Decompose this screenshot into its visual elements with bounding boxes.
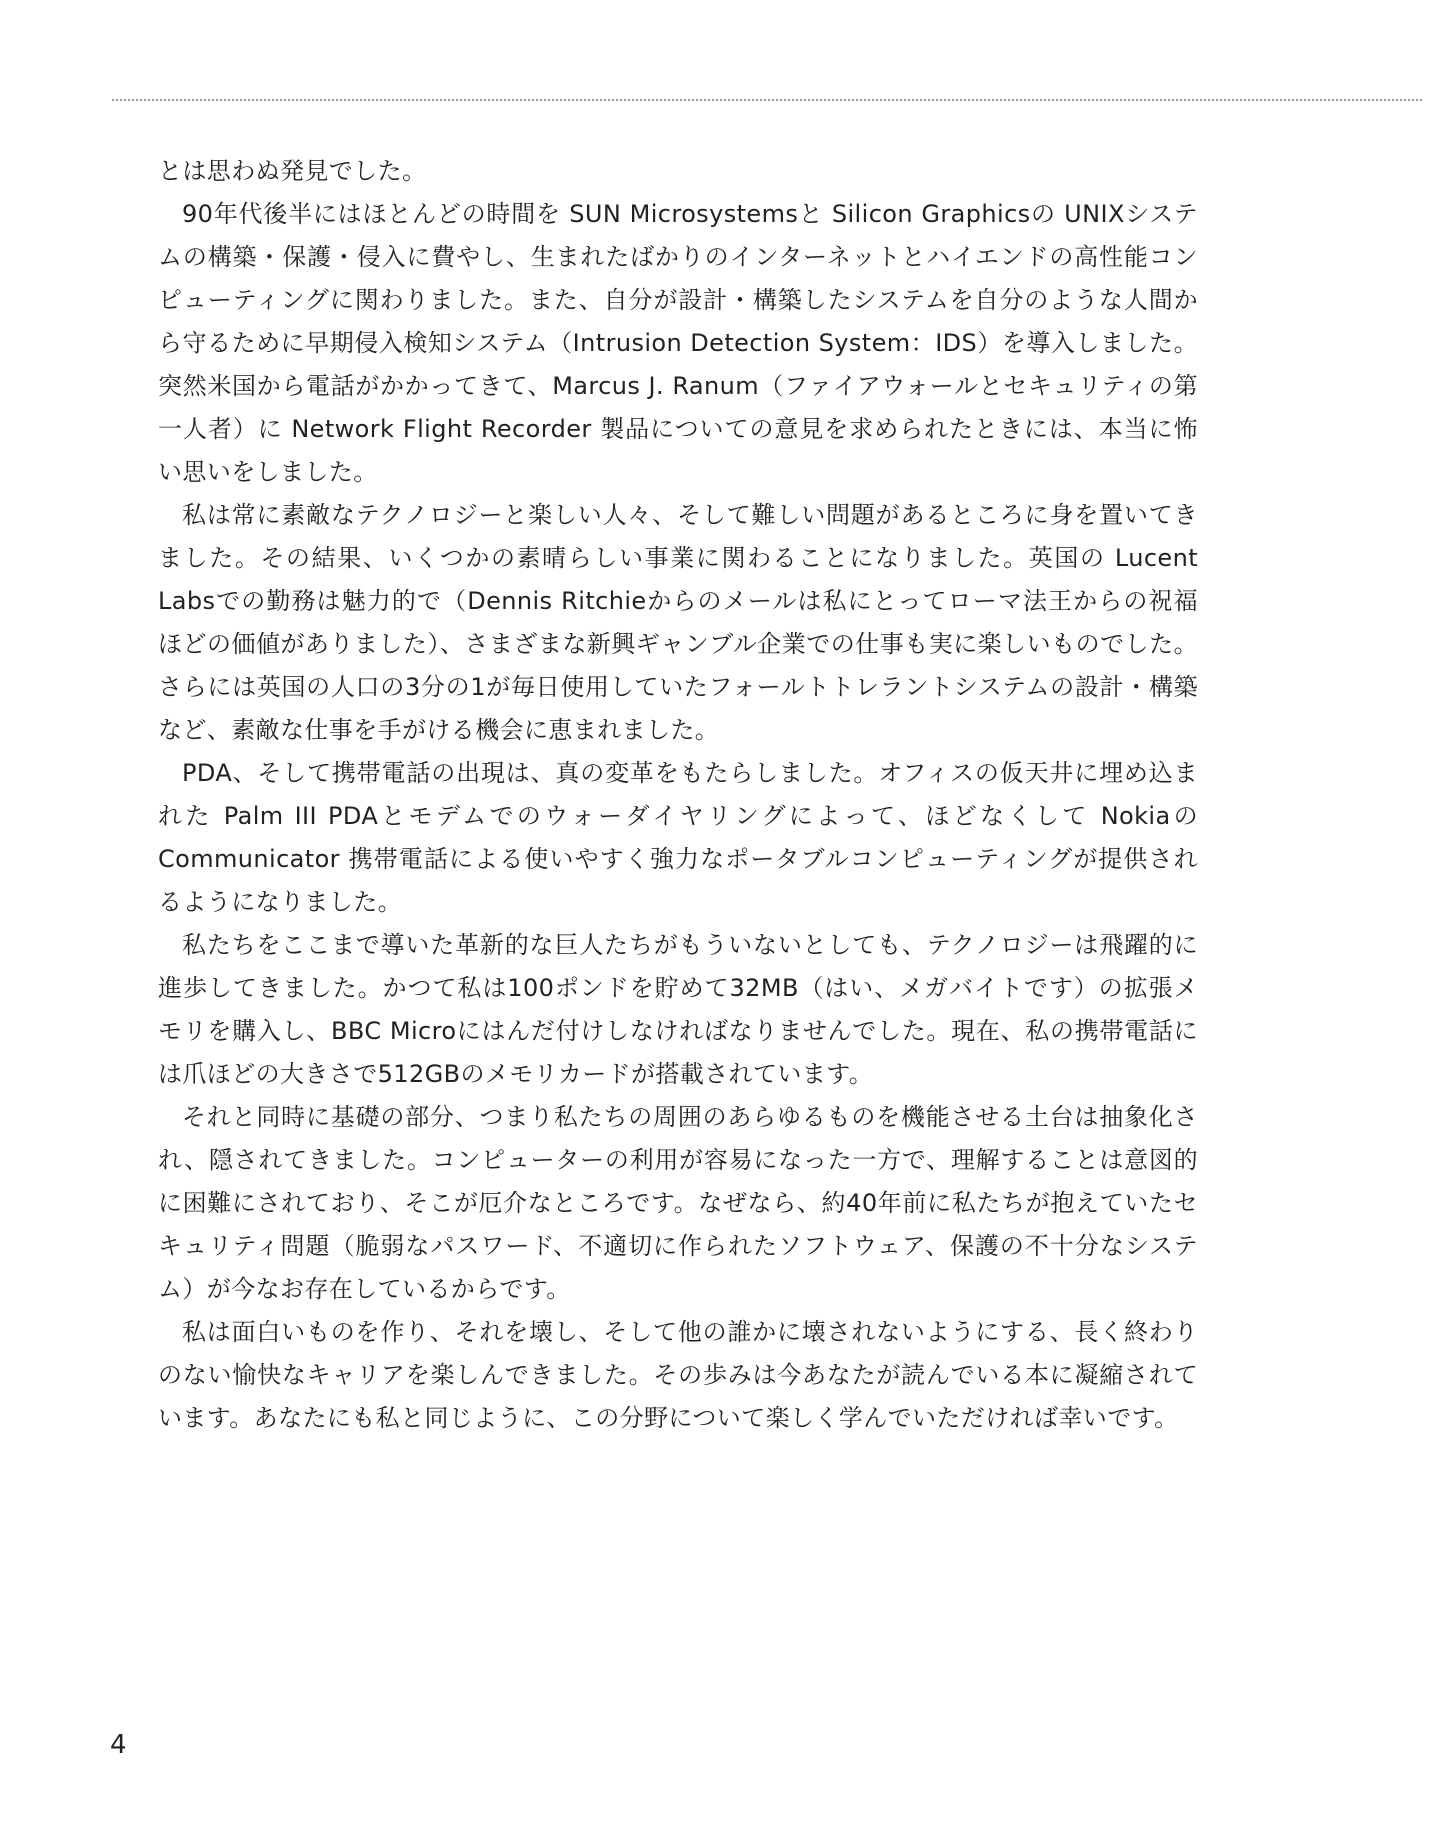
paragraph: それと同時に基礎の部分、つまり私たちの周囲のあらゆるものを機能させる土台は抽象化され、隠されてきました。コンピューターの利用が容易になった一方で、理解することは意図的に困難にされており、そこが厄介なところです。なぜなら、約40年前に私たちが抱えていたセキュリティ問題（脆弱なパスワード、不適切に作られたソフトウェア、保護の不十分なシステム）が今なお存在しているからです。 (158, 1103, 1198, 1303)
page-number: 4 (110, 1730, 127, 1760)
paragraph: 私は面白いものを作り、それを壊し、そして他の誰かに壊されないようにする、長く終わりのない愉快なキャリアを楽しんできました。その歩みは今あなたが読んでいる本に凝縮されています。あなたにも私と同じように、この分野について楽しく学んでいただければ幸いです。 (158, 1318, 1198, 1432)
body-text (158, 150, 1198, 1440)
header-divider (112, 99, 1422, 101)
paragraph: とは思わぬ発見でした。 (158, 157, 427, 185)
paragraph: PDA、そして携帯電話の出現は、真の変革をもたらしました。オフィスの仮天井に埋め込まれた Palm III PDAとモデムでのウォーダイヤリングによって、ほどなくして Nokiaの Communicator 携帯電話による使いやすく強力なポータブルコンピューティングが提供されるようになりました。 (158, 759, 1198, 916)
paragraph: 私は常に素敵なテクノロジーと楽しい人々、そして難しい問題があるところに身を置いてきました。その結果、いくつかの素晴らしい事業に関わることになりました。英国の Lucent Labsでの勤務は魅力的で（Dennis Ritchieからのメールは私にとってローマ法王からの祝福ほどの価値がありました）、さまざまな新興ギャンブル企業での仕事も実に楽しいものでした。さらには英国の人口の3分の1が毎日使用していたフォールトトレラントシステムの設計・構築など、素敵な仕事を手がける機会に恵まれました。 (158, 501, 1198, 744)
paragraph: 90年代後半にはほとんどの時間を SUN Microsystemsと Silicon Graphicsの UNIXシステムの構築・保護・侵入に費やし、生まれたばかりのインターネットとハイエンドの高性能コンピューティングに関わりました。また、自分が設計・構築したシステムを自分のような人間から守るために早期侵入検知システム（Intrusion Detection System：IDS）を導入しました。突然米国から電話がかかってきて、Marcus J. Ranum（ファイアウォールとセキュリティの第一人者）に Network Flight Recorder 製品についての意見を求められたときには、本当に怖い思いをしました。 (158, 200, 1198, 486)
paragraph: 私たちをここまで導いた革新的な巨人たちがもういないとしても、テクノロジーは飛躍的に進歩してきました。かつて私は100ポンドを貯めて32MB（はい、メガバイトです）の拡張メモリを購入し、BBC Microにはんだ付けしなければなりませんでした。現在、私の携帯電話には爪ほどの大きさで512GBのメモリカードが搭載されています。 (158, 931, 1198, 1088)
